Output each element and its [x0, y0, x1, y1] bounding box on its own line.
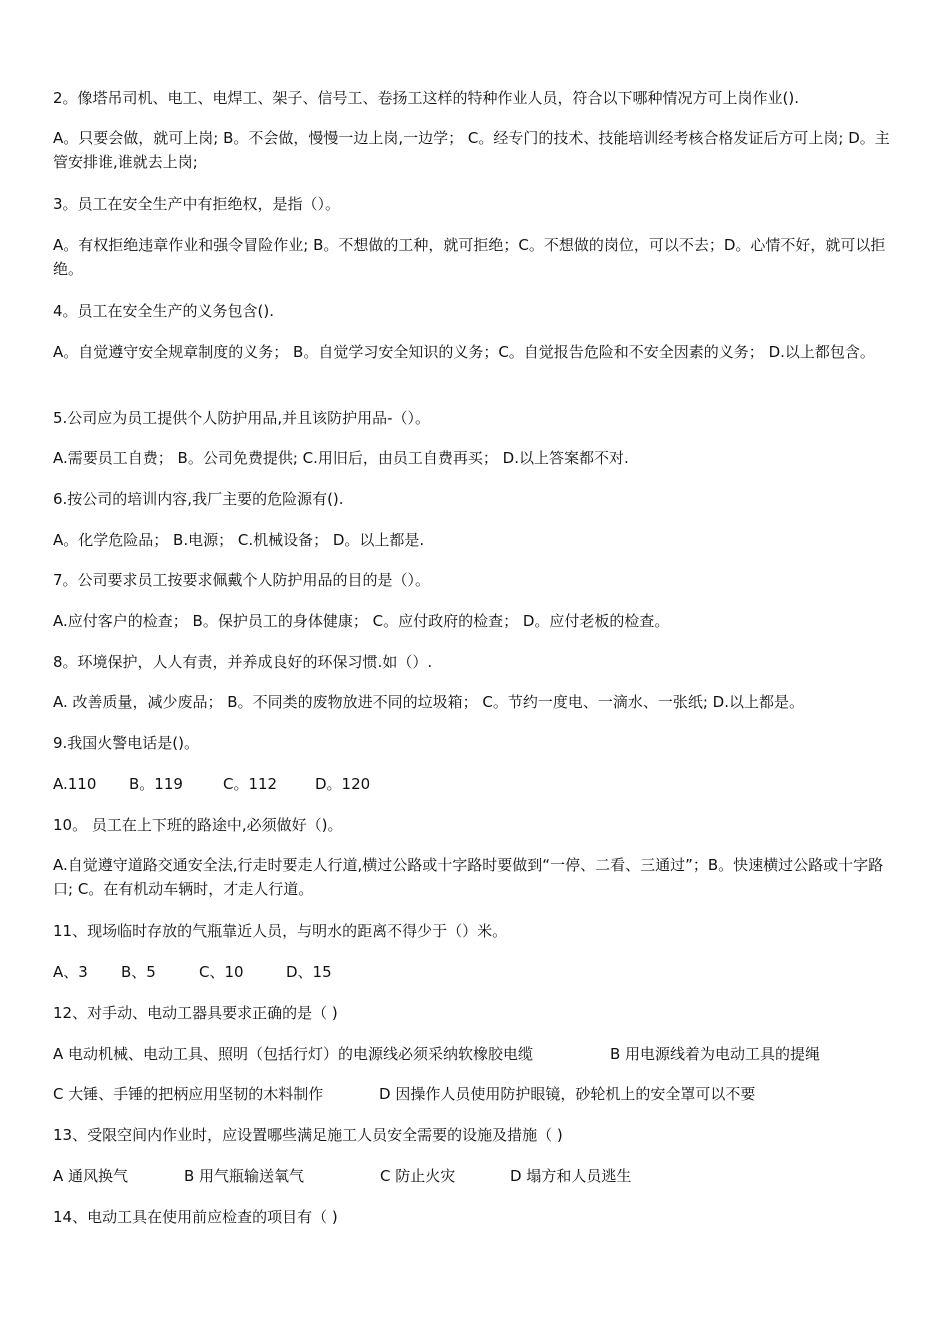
answer-9	[53, 772, 903, 796]
option-c: C。112	[223, 775, 278, 793]
option-b: B 用电源线着为电动工具的提绳	[610, 1045, 821, 1063]
question-8: 8。环境保护，人人有责，并养成良好的环保习惯.如（）.	[53, 653, 433, 671]
answer-6: A。化学危险品； B.电源； C.机械设备； D。以上都是.	[53, 531, 425, 549]
option-d: D 塌方和人员逃生	[510, 1167, 632, 1185]
question-11: 11、现场临时存放的气瓶靠近人员，与明水的距离不得少于（）米。	[53, 922, 508, 940]
answer-7: A.应付客户的检查； B。保护员工的身体健康； C。应付政府的检查； D。应付老板的检查。	[53, 612, 670, 630]
answer-2: A。只要会做，就可上岗; B。不会做，慢慢一边上岗,一边学； C。经专门的技术、技能培训经考核合格发证后方可上岗; D。主管安排谁,谁就去上岗;	[53, 129, 890, 171]
question-5: 5.公司应为员工提供个人防护用品,并且该防护用品-（）。	[53, 409, 430, 427]
answer-8: A. 改善质量，减少废品； B。不同类的废物放进不同的垃圾箱； C。节约一度电、一滴水、一张纸; D.以上都是。	[53, 693, 804, 711]
answer-11	[53, 960, 903, 984]
option-a: A 通风换气	[53, 1167, 129, 1185]
question-7: 7。公司要求员工按要求佩戴个人防护用品的目的是（）。	[53, 571, 431, 589]
option-c: C 大锤、手锤的把柄应用坚韧的木料制作	[53, 1085, 324, 1103]
question-6: 6.按公司的培训内容,我厂主要的危险源有().	[53, 490, 344, 508]
option-a: A 电动机械、电动工具、照明（包括行灯）的电源线必须采纳软橡胶电缆	[53, 1045, 534, 1063]
answer-13	[53, 1164, 903, 1188]
option-c: C、10	[199, 963, 244, 981]
answer-3: A。有权拒绝违章作业和强令冒险作业; B。不想做的工种，就可拒绝；C。不想做的岗位，可以不去；D。心情不好，就可以拒绝。	[53, 236, 886, 278]
question-9: 9.我国火警电话是()。	[53, 734, 200, 752]
option-c: C 防止火灾	[380, 1167, 456, 1185]
option-a: A.110	[53, 775, 97, 793]
question-10: 10。 员工在上下班的路途中,必须做好（)。	[53, 816, 343, 834]
question-13: 13、受限空间内作业时，应设置哪些满足施工人员安全需要的设施及措施（ )	[53, 1126, 563, 1144]
option-b: B 用气瓶输送氧气	[184, 1167, 305, 1185]
answer-5: A.需要员工自费； B。公司免费提供; C.用旧后，由员工自费再买； D.以上答案都不对.	[53, 449, 629, 467]
question-4: 4。员工在安全生产的义务包含().	[53, 302, 275, 320]
answer-12-row-2	[53, 1082, 903, 1106]
answer-4: A。自觉遵守安全规章制度的义务； B。自觉学习安全知识的义务；C。自觉报告危险和不安全因素的义务； D.以上都包含。	[53, 343, 875, 361]
option-b: B、5	[121, 963, 156, 981]
answer-10: A.自觉遵守道路交通安全法,行走时要走人行道,横过公路或十字路时要做到“一停、二看、三通过”；B。快速横过公路或十字路口; C。在有机动车辆时，才走人行道。	[53, 856, 884, 898]
question-14: 14、电动工具在使用前应检查的项目有（ )	[53, 1208, 338, 1226]
question-12: 12、对手动、电动工器具要求正确的是（ )	[53, 1004, 338, 1022]
option-d: D。120	[315, 775, 371, 793]
question-3: 3。员工在安全生产中有拒绝权，是指（）。	[53, 195, 341, 213]
option-d: D、15	[286, 963, 332, 981]
option-d: D 因操作人员使用防护眼镜，砂轮机上的安全罩可以不要	[379, 1085, 756, 1103]
option-b: B。119	[129, 775, 183, 793]
question-2: 2。像塔吊司机、电工、电焊工、架子、信号工、卷扬工这样的特种作业人员，符合以下哪种情况方可上岗作业().	[53, 89, 800, 107]
answer-12-row-1	[53, 1042, 903, 1066]
option-a: A、3	[53, 963, 88, 981]
